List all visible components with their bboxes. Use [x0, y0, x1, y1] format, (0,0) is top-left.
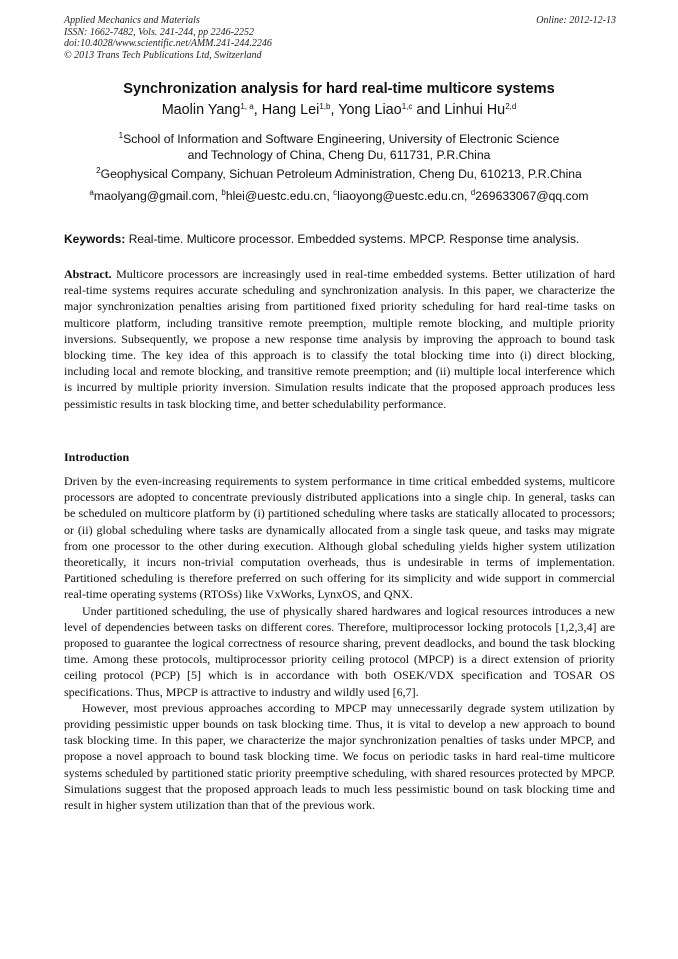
affiliation-sup: 2: [96, 166, 101, 175]
author-name: Hang Lei: [261, 102, 320, 118]
author-sup: 1, a: [240, 102, 254, 111]
keywords-label: Keywords:: [64, 232, 126, 246]
abstract-text: Multicore processors are increasingly used in real-time embedded systems. Better utilization of hard real-time systems requires accurate scheduling and synchronization analysis. In this paper, we characterize the major synchronization penalties arising from partitioned fixed priority scheduling for hard real-time tasks on multicore platform, including transitive remote preemption, multiple remote blocking, and multiple priority inversions. Subsequently, we propose a new response time analysis by improving the approach to bound task blocking time. The key idea of this approach is to classify the total blocking time into (i) direct blocking, including local and remote blocking, and transitive remote preemption; and (ii) multiple local interference which is incurred by multiple priority inversion. Simulation results indicate that the proposed approach produces less pessimistic results in task blocking time, and better schedulability performance.: [64, 267, 615, 411]
copyright-line: © 2013 Trans Tech Publications Ltd, Switzerland: [64, 49, 262, 61]
paragraph: Under partitioned scheduling, the use of physically shared hardwares and logical resources introduces a new level of dependencies between tasks on different cores. Therefore, multiprocessor locking protocols [1,2,3,4] are proposed to guarantee the logical correctness of resource sharing, prevent deadlocks, and bound the task blocking time. Among these protocols, multiprocessor priority ceiling protocol (MPCP) is a direct extension of priority ceiling protocol (PCP) [5] which is in accordance with both OSEK/VDX specification and TOSAR OS specifications. Thus, MPCP is attractive to industry and wildly used [6,7].: [64, 603, 615, 699]
email-sup: b: [221, 188, 226, 197]
affiliation-text: Geophysical Company, Sichuan Petroleum Administration, Cheng Du, 610213, P.R.China: [100, 167, 582, 181]
author-separator: ,: [330, 102, 339, 118]
email-list: $^a$maolyang@gmail.com, $^b$hlei@uestc.edu.cn, $^c$liaoyong@uestc.edu.cn, $^d$269633067@qq.com: [89, 188, 589, 203]
email-address: liaoyong@uestc.edu.cn: [337, 189, 464, 203]
paper-title: Synchronization analysis for hard real-time multicore systems: [123, 81, 555, 97]
introduction-body: [64, 473, 615, 813]
author-sup: 1,c: [401, 102, 413, 111]
keywords-text: Real-time. Multicore processor. Embedded systems. MPCP. Response time analysis.: [125, 232, 580, 246]
journal-header: [64, 15, 272, 61]
issn-line: ISSN: 1662-7482, Vols. 241-244, pp 2246-2252: [64, 26, 254, 38]
paragraph: However, most previous approaches according to MPCP may unnecessarily degrade system utilization by providing pessimistic upper bounds on task blocking time. Thus, it is vital to develop a new approach to bound task blocking time. In this paper, we characterize the major synchronization penalties of tasks under MPCP, and propose a novel approach to bound task blocking time. We focus on periodic tasks in hard real-time multicore systems scheduled by partitioned static priority preemptive scheduling, with shared resources protected by MPCP. Simulations suggest that the proposed approach leads to much less pessimistic bound on task blocking time and result in higher system utilization than that of the previous work.: [64, 700, 615, 813]
email-address: 269633067@qq.com: [475, 189, 589, 203]
online-date: Online: 2012-12-13: [536, 15, 616, 26]
email-sup: a: [89, 188, 94, 197]
email-sup: d: [470, 188, 476, 197]
abstract-label: Abstract.: [64, 267, 112, 281]
author-name: Yong Liao: [338, 102, 402, 118]
email-address: maolyang@gmail.com: [93, 189, 215, 203]
paragraph: Driven by the even-increasing requirements to system performance in time critical embedded systems, multicore processors are adopted to concentrate previously distributed applications into a single chip. In general, tasks can be scheduled on multicore platform by (i) partitioned scheduling where tasks are statically allocated to processors; or (ii) global scheduling where tasks are dynamically allocated from a single task queue, and tasks may migrate from one processor to the other during execution. Although global scheduling yields higher system utilization theoretically, it incurs non-trivial computation overheads, thus is undesirable in terms of implementation. Partitioned scheduling is therefore preferred on such offering for its simplicity and wide support in commercial real-time operating systems (RTOSs) like VxWorks, LynxOS, and QNX.: [64, 474, 615, 602]
email-address: hlei@uestc.edu.cn: [225, 189, 327, 203]
doi-line: doi:10.4028/www.scientific.net/AMM.241-244.2246: [64, 38, 272, 49]
author-name: Linhui Hu: [444, 102, 506, 118]
author-name: Maolin Yang: [161, 102, 241, 118]
author-sup: 2,d: [505, 102, 517, 111]
abstract: [64, 266, 615, 412]
author-list: [40, 102, 638, 118]
affiliation-text: School of Information and Software Engineering, University of Electronic Science: [123, 132, 560, 146]
affiliation-sup: 1: [118, 131, 124, 140]
author-separator: and: [412, 102, 445, 118]
author-separator: ,: [253, 102, 262, 118]
section-heading-introduction: Introduction: [64, 450, 130, 464]
affiliation-1: [40, 131, 638, 163]
affiliation-2: [40, 166, 638, 182]
keywords: [64, 232, 624, 246]
affiliation-text: and Technology of China, Cheng Du, 611731, P.R.China: [187, 148, 491, 162]
journal-name: Applied Mechanics and Materials: [64, 15, 200, 26]
email-sup: c: [333, 188, 338, 197]
author-sup: 1,b: [319, 102, 331, 111]
